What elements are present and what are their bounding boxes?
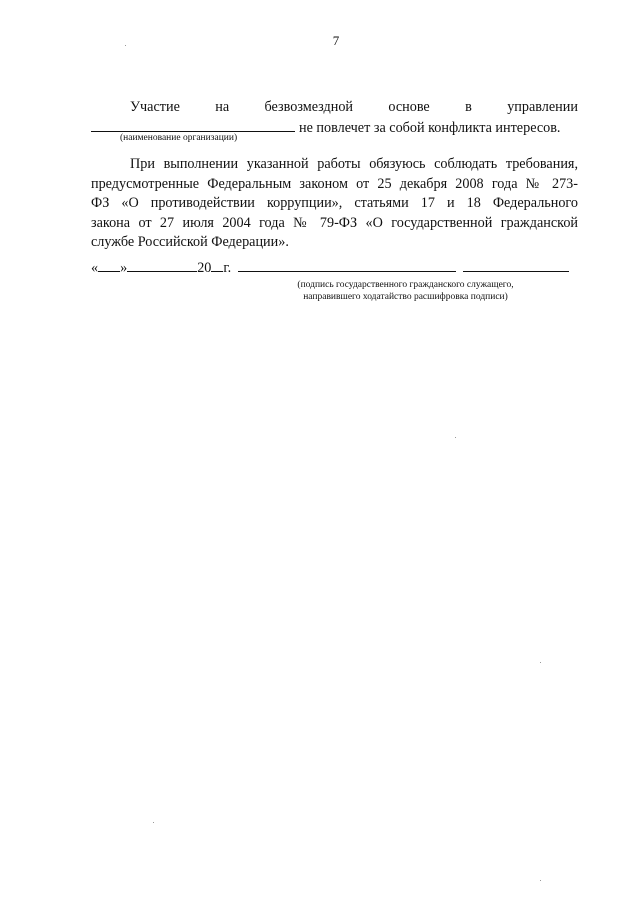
scan-speck [540, 880, 541, 881]
year-suffix: г. [223, 260, 232, 276]
word: безвозмездной [264, 99, 354, 115]
paragraph-2 [91, 155, 578, 253]
organization-caption: (наименование организации) [120, 133, 238, 143]
word: Участие [130, 99, 180, 115]
paragraph-1-first-line [130, 99, 578, 116]
paragraph-1-continuation: не повлечет за собой конфликта интересов. [299, 120, 561, 136]
word: основе [388, 99, 430, 115]
organization-name-blank[interactable] [91, 119, 295, 132]
signature-blank[interactable] [238, 259, 456, 272]
scan-speck [125, 45, 126, 46]
signature-caption [268, 279, 543, 303]
signature-caption-line: (подпись государственного гражданского служащего, [297, 280, 514, 290]
day-blank[interactable] [98, 259, 120, 272]
scan-speck [455, 437, 456, 438]
month-blank[interactable] [127, 259, 197, 272]
year-prefix: 20 [197, 260, 212, 276]
open-quote: « [91, 260, 99, 276]
paragraph-2-line: предусмотренные Федеральным законом от 25 декабря 2008 года № 273- [91, 175, 578, 192]
close-quote: » [120, 260, 128, 276]
paragraph-2-line: закона от 27 июля 2004 года № 79-ФЗ «О государственной гражданской [91, 214, 578, 231]
paragraph-2-line: При выполнении указанной работы обязуюсь соблюдать требования, [130, 156, 578, 172]
paragraph-2-line: ФЗ «О противодействии коррупции», статьями 17 и 18 Федерального [91, 195, 578, 211]
word: на [215, 99, 230, 115]
paragraph-2-line: службе Российской Федерации». [91, 234, 289, 250]
word: управлении [507, 99, 578, 115]
signature-caption-line: направившего ходатайство расшифровка подписи) [303, 292, 508, 302]
page-number: 7 [332, 33, 340, 48]
year-blank[interactable] [211, 259, 223, 272]
signature-transcript-blank[interactable] [463, 259, 569, 272]
word: в [465, 99, 472, 115]
scan-speck [153, 822, 154, 823]
date-signature-row [91, 259, 569, 277]
scan-speck [540, 662, 541, 663]
